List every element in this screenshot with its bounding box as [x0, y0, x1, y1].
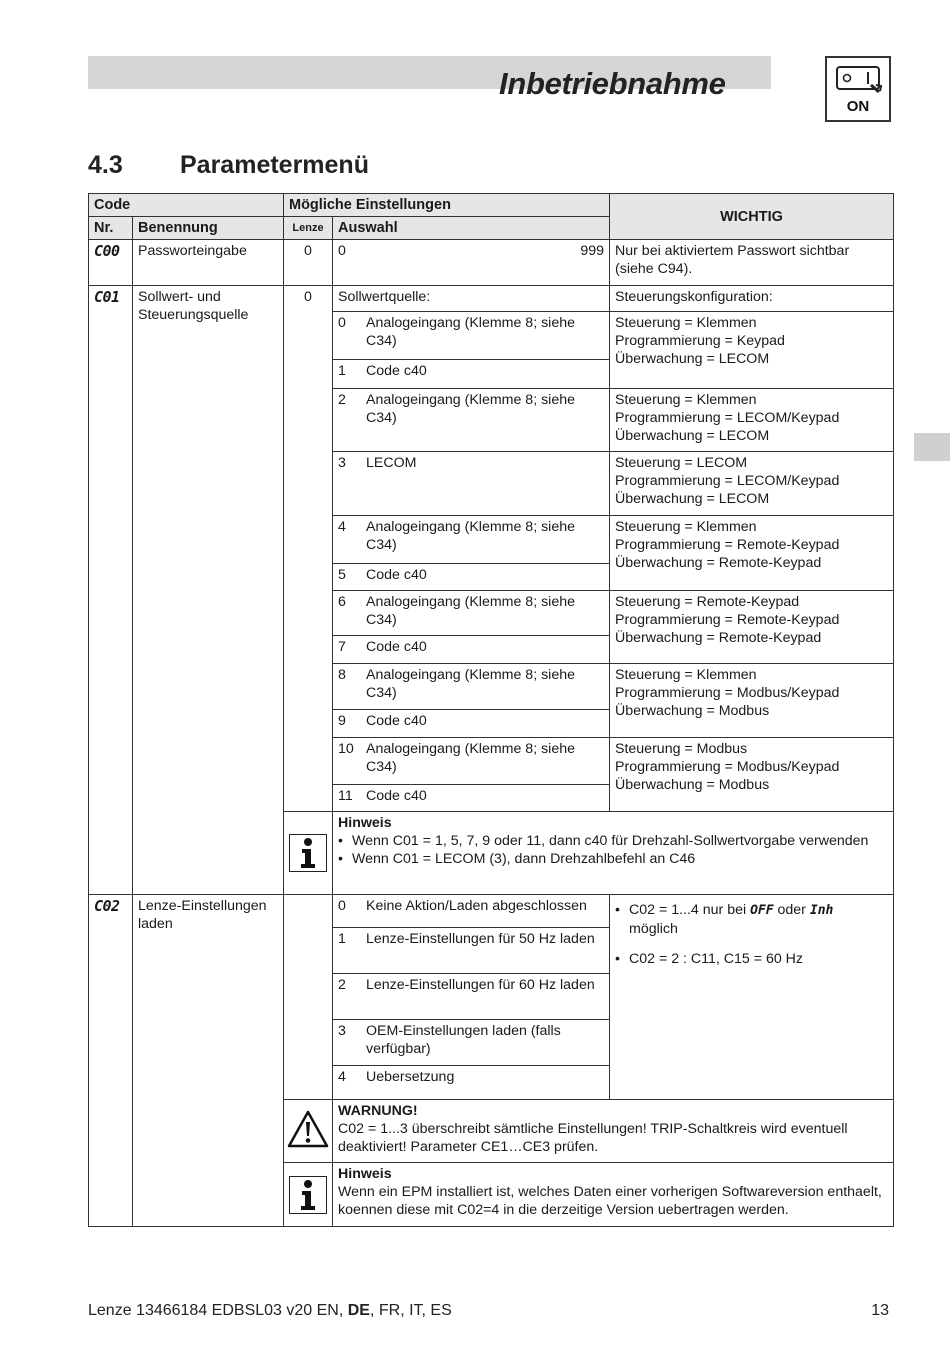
warning-icon	[286, 1109, 330, 1149]
c00-range	[333, 240, 610, 286]
c02-hint-title: Hinweis	[338, 1166, 392, 1182]
c02-hint-text: Wenn ein EPM installiert ist, welches Daten einer vorherigen Softwareversion enthaelt, koennen diese mit C02=4 in die derzeitige Version uebertragen werden.	[338, 1184, 882, 1218]
head-code: Code	[89, 194, 284, 217]
power-switch-on-icon	[825, 56, 891, 122]
info-icon	[289, 834, 327, 872]
c02-warning	[333, 1100, 894, 1163]
head-nr: Nr.	[89, 217, 133, 240]
c01-lenze: 0	[284, 286, 333, 812]
footer-document-info: Lenze 13466184 EDBSL03 v20 EN, DE, FR, IT, ES	[88, 1302, 452, 1319]
c01-config: Steuerung = Klemmen Programmierung = Keypad Überwachung = LECOM	[610, 312, 894, 389]
parameter-table	[88, 193, 894, 1227]
c01-selection-label: Sollwertquelle:	[333, 286, 610, 312]
head-selection: Auswahl	[333, 217, 610, 240]
head-settings: Mögliche Einstellungen	[284, 194, 610, 217]
c01-config: Steuerung = Klemmen Programmierung = LECOM/Keypad Überwachung = LECOM	[610, 389, 894, 452]
c02-option: 2 Lenze-Einstellungen für 60 Hz laden	[333, 974, 610, 1020]
c01-config: Steuerung = Klemmen Programmierung = Remote-Keypad Überwachung = Remote-Keypad	[610, 516, 894, 591]
head-important: WICHTIG	[610, 194, 894, 240]
code-c02: C02	[89, 895, 133, 1227]
c01-option: 7 Code c40	[333, 636, 610, 664]
c01-hint-bullet-2: Wenn C01 = LECOM (3), dann Drehzahlbefehl an C46	[352, 851, 696, 867]
chapter-side-tab	[914, 433, 950, 461]
off-display: OFF	[750, 903, 774, 918]
c01-option: 1 Code c40	[333, 360, 610, 389]
c02-warning-icon-cell	[284, 1100, 333, 1163]
c01-config: Steuerung = LECOM Programmierung = LECOM/Keypad Überwachung = LECOM	[610, 452, 894, 516]
c01-option: 6 Analogeingang (Klemme 8; siehe C34)	[333, 591, 610, 636]
section-heading	[88, 151, 369, 180]
c02-hint	[333, 1163, 894, 1227]
c01-option: 8 Analogeingang (Klemme 8; siehe C34)	[333, 664, 610, 710]
c01-config: Steuerung = Remote-Keypad Programmierung = Remote-Keypad Überwachung = Remote-Keypad	[610, 591, 894, 664]
c02-warning-title: WARNUNG!	[338, 1103, 418, 1119]
c01-name: Sollwert- und Steuerungsquelle	[133, 286, 284, 895]
head-name: Benennung	[133, 217, 284, 240]
c02-option: 0 Keine Aktion/Laden abgeschlossen	[333, 895, 610, 928]
section-title: Parametermenü	[180, 151, 369, 179]
code-c01: C01	[89, 286, 133, 895]
c01-hint-title: Hinweis	[338, 815, 392, 831]
c02-option: 3 OEM-Einstellungen laden (falls verfügbar)	[333, 1020, 610, 1066]
head-lenze: Lenze	[284, 217, 333, 240]
c02-note-1: C02 = 1...4 nur bei OFF oder Inh möglich	[629, 902, 834, 937]
c01-option: 4 Analogeingang (Klemme 8; siehe C34)	[333, 516, 610, 564]
c01-config: Steuerung = Klemmen Programmierung = Modbus/Keypad Überwachung = Modbus	[610, 664, 894, 738]
c01-option: 9 Code c40	[333, 710, 610, 738]
c01-option: 5 Code c40	[333, 564, 610, 591]
c00-range-min: 0	[338, 243, 346, 259]
on-label: ON	[846, 98, 870, 115]
c01-hint: Hinweis • Wenn C01 = 1, 5, 7, 9 oder 11, dann c40 für Drehzahl-Sollwertvorgabe verwenden • Wenn C01 = LECOM (3), dann Drehzahlbefehl an C46	[333, 812, 894, 895]
c01-option: 0 Analogeingang (Klemme 8; siehe C34)	[333, 312, 610, 360]
c02-name: Lenze-Einstellungen laden	[133, 895, 284, 1227]
info-icon	[289, 1176, 327, 1214]
page-number: 13	[871, 1302, 889, 1319]
inh-display: Inh	[809, 903, 834, 918]
c00-note: Nur bei aktiviertem Passwort sichtbar (siehe C94).	[610, 240, 894, 286]
c02-option: 1 Lenze-Einstellungen für 50 Hz laden	[333, 928, 610, 974]
footer-current-language: DE	[347, 1302, 370, 1319]
code-c00: C00	[89, 240, 133, 286]
c00-name: Passworteingabe	[133, 240, 284, 286]
c01-option: 3 LECOM	[333, 452, 610, 516]
c00-range-max: 999	[580, 243, 604, 259]
c01-option: 10 Analogeingang (Klemme 8; siehe C34)	[333, 738, 610, 785]
c01-option: 2 Analogeingang (Klemme 8; siehe C34)	[333, 389, 610, 452]
c01-option: 11 Code c40	[333, 785, 610, 812]
c01-config: Steuerung = Modbus Programmierung = Modbus/Keypad Überwachung = Modbus	[610, 738, 894, 812]
section-number: 4.3	[88, 151, 123, 179]
c00-lenze: 0	[284, 240, 333, 286]
page-header-title: Inbetriebnahme	[499, 66, 726, 101]
c02-option: 4 Uebersetzung	[333, 1066, 610, 1100]
c02-lenze	[284, 895, 333, 1100]
c02-note-2: C02 = 2 : C11, C15 = 60 Hz	[629, 951, 804, 967]
c02-hint-icon-cell	[284, 1163, 333, 1227]
c01-config-label: Steuerungskonfiguration:	[610, 286, 894, 312]
c02-warning-text: C02 = 1...3 überschreibt sämtliche Einstellungen! TRIP-Schaltkreis wird eventuell deaktiviert! Parameter CE1…CE3 prüfen.	[338, 1121, 848, 1155]
c01-hint-icon-cell	[284, 812, 333, 895]
c02-notes: • C02 = 1...4 nur bei OFF oder Inh möglich • C02 = 2 : C11, C15 = 60 Hz	[610, 895, 894, 1100]
c01-hint-bullet-1: Wenn C01 = 1, 5, 7, 9 oder 11, dann c40 für Drehzahl-Sollwertvorgabe verwenden	[352, 833, 869, 849]
